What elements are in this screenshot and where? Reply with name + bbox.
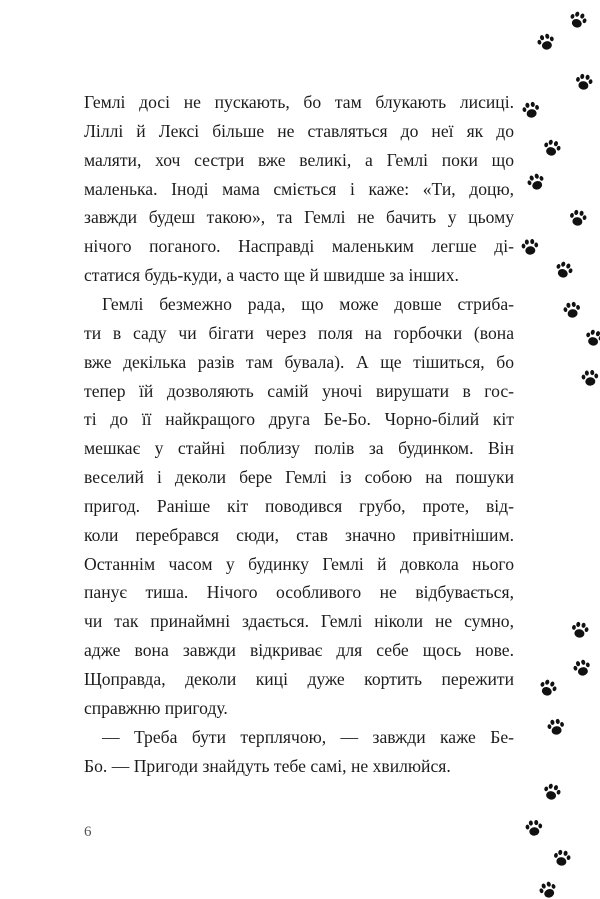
paw-print-icon	[572, 70, 595, 93]
paw-print-icon	[582, 326, 600, 350]
paw-print-icon	[535, 675, 561, 701]
paw-print-icon	[540, 780, 564, 804]
text-line: коли перебрався сюди, став значно привітнішим.	[84, 524, 514, 545]
text-line: справжню пригоду.	[84, 697, 228, 718]
paw-print-icon	[523, 817, 545, 839]
paw-print-icon	[579, 367, 600, 389]
paw-print-icon	[519, 98, 542, 121]
text-line: Бо. — Пригоди знайдуть тебе самі, не хвилюйся.	[84, 755, 451, 776]
paw-print-icon	[523, 169, 549, 195]
text-line: адже вона завжди відкриває для себе щось нове.	[84, 640, 514, 661]
paw-print-icon	[519, 236, 541, 258]
text-line: ти в саду чи бігати через поля на горбочки (вона	[84, 322, 514, 343]
text-line: чи так принаймні здається. Гемлі ніколи не сумно,	[84, 611, 514, 632]
paw-print-icon	[540, 136, 564, 160]
paw-print-icon	[544, 715, 567, 738]
text-line: Гемлі досі не пускають, бо там блукають лисиці.	[84, 92, 514, 112]
text-line: — Треба бути терплячою, — завжди каже Бе-	[102, 726, 514, 747]
text-line: вже декілька разів там бувала). А ще тішиться, бо	[84, 351, 514, 372]
page-number: 6	[84, 824, 92, 840]
paw-print-icon	[565, 7, 591, 33]
text-line: Щоправда, деколи киці дуже кортить пережити	[84, 669, 514, 689]
text-line: маленька. Іноді мама сміється і каже: «Ти, доцю,	[84, 178, 514, 199]
text-line: панує тиша. Нічого особливого не відбувається,	[84, 582, 514, 603]
paw-print-icon	[551, 257, 577, 283]
text-line: завжди будеш такою», та Гемлі не бачить у цьому	[84, 207, 514, 228]
paw-print-icon	[550, 846, 573, 869]
text-line: мешкає у стайні поблизу полів за будинком. Він	[84, 438, 514, 459]
text-line: Останнім часом у будинку Гемлі й довкола нього	[84, 553, 514, 574]
paw-print-icon	[534, 30, 558, 54]
text-line: Гемлі безмежно рада, що може довше стриба-	[102, 293, 514, 314]
text-line: маляти, хоч сестри вже великі, а Гемлі поки що	[84, 149, 514, 170]
paw-print-icon	[560, 298, 583, 321]
text-line: веселий і деколи бере Гемлі із собою на пошуки	[84, 467, 514, 488]
paw-print-icon	[566, 206, 589, 229]
text-line: статися будь-куди, а часто ще й швидше за інших.	[84, 265, 459, 286]
paw-print-icon	[570, 656, 594, 680]
text-line: нічого поганого. Насправді маленьким легше ді-	[84, 236, 514, 257]
paw-print-icon	[568, 618, 591, 641]
paw-print-icon	[535, 877, 561, 899]
text-line: ті до її найкращого друга Бе-Бо. Чорно-білий кіт	[84, 409, 514, 430]
text-line: Ліллі й Лексі більше не ставляться до неї як до	[84, 120, 514, 141]
text-line: тепер їй дозволяють самій уночі вирушати в гос-	[84, 380, 514, 401]
text-line: пригод. Раніше кіт поводився грубо, проте, від-	[84, 495, 514, 516]
